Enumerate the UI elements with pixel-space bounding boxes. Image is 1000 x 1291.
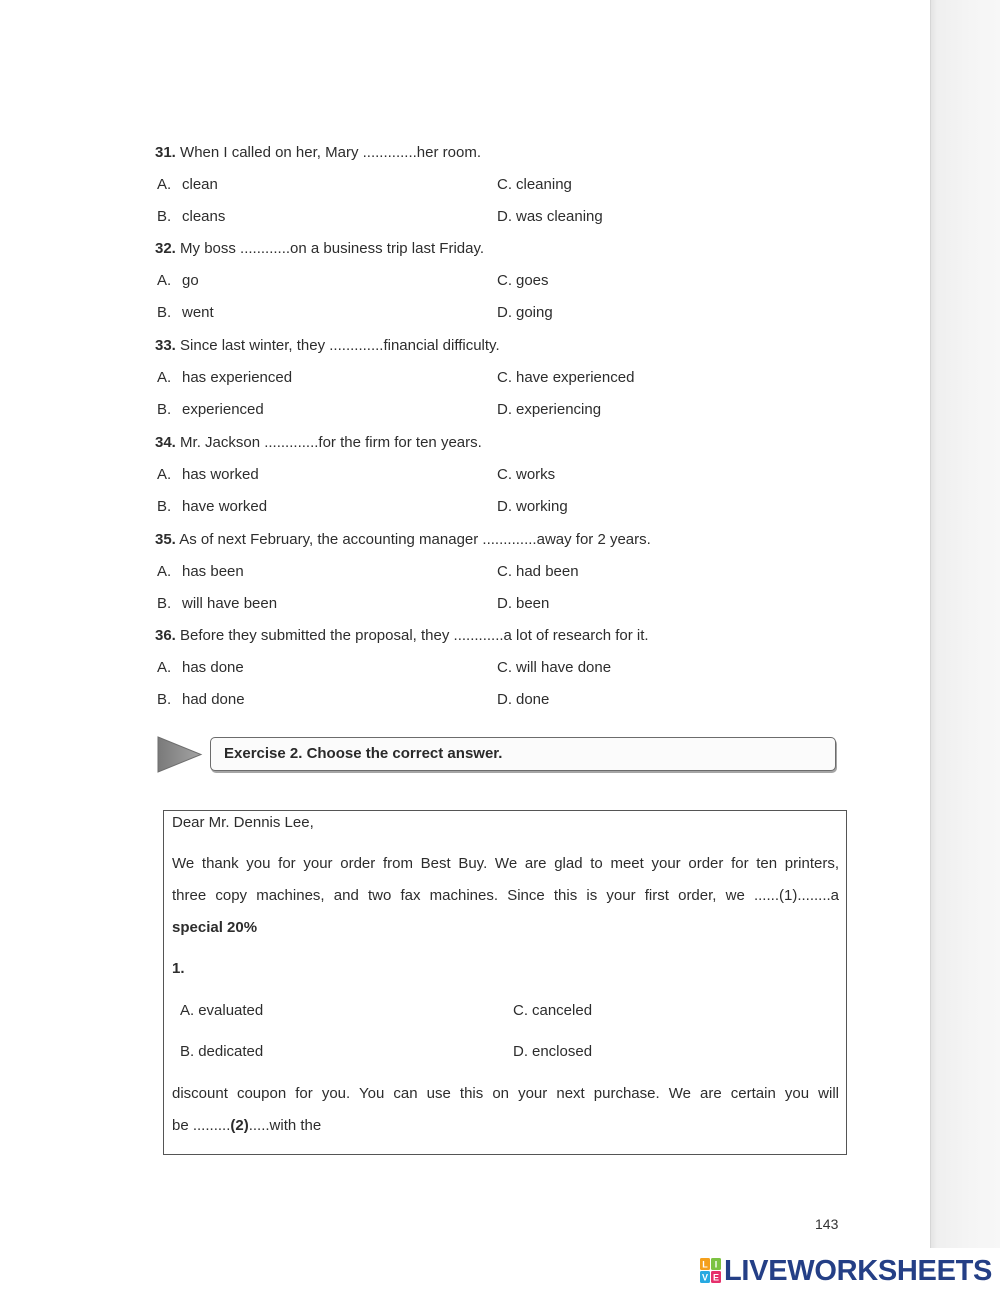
question-text: As of next February, the accounting manager .............away for 2 years.	[179, 531, 651, 548]
option-b	[157, 690, 245, 710]
option-c	[513, 1001, 592, 1021]
option-text: has done	[182, 659, 244, 676]
option-text: evaluated	[198, 1002, 264, 1019]
options-row	[155, 497, 855, 517]
option-a	[157, 562, 244, 582]
question-32	[155, 239, 855, 329]
option-label: D.	[497, 691, 512, 708]
question-text: My boss ............on a business trip last Friday.	[180, 240, 485, 257]
option-label: A.	[157, 272, 172, 289]
option-b	[157, 594, 277, 614]
question-number: 36.	[155, 627, 176, 644]
question-number: 33.	[155, 337, 176, 354]
option-text: go	[182, 272, 199, 289]
option-label: C.	[497, 466, 512, 483]
question-stem	[155, 626, 649, 646]
options-row	[155, 400, 855, 420]
blank-marker: (2)	[230, 1117, 249, 1134]
option-a	[157, 465, 259, 485]
option-label: D.	[497, 401, 512, 418]
question-number: 31.	[155, 144, 176, 161]
option-c	[497, 271, 549, 291]
question-text: When I called on her, Mary .............her room.	[180, 144, 481, 161]
option-a	[180, 1001, 263, 1021]
option-text: works	[516, 466, 556, 483]
option-text: working	[516, 498, 568, 515]
option-a	[157, 175, 218, 195]
option-d	[497, 497, 568, 517]
option-text: experiencing	[516, 401, 602, 418]
option-label: A.	[157, 369, 172, 386]
letter-line: discount coupon for you. You can use this on your next purchase. We are certain you will	[172, 1085, 839, 1102]
option-d	[497, 400, 601, 420]
option-label: A.	[180, 1002, 195, 1019]
options-row	[155, 562, 855, 582]
letter-line: three copy machines, and two fax machines. Since this is your first order, we ......(1)........a	[172, 887, 839, 904]
option-text: have worked	[182, 498, 268, 515]
options-row	[155, 368, 855, 388]
option-text: experienced	[182, 401, 264, 418]
liveworksheets-logo-icon	[700, 1258, 722, 1284]
question-36	[155, 626, 855, 716]
option-label: A.	[157, 466, 172, 483]
option-b	[157, 497, 267, 517]
option-c	[497, 175, 572, 195]
option-text: have experienced	[516, 369, 635, 386]
logo-tile-letter: I	[714, 1259, 718, 1270]
option-text: been	[516, 595, 550, 612]
letter-text: be .........	[172, 1117, 231, 1134]
option-text: done	[516, 691, 550, 708]
option-text: dedicated	[198, 1043, 264, 1060]
option-label: B.	[180, 1043, 195, 1060]
option-label: C.	[513, 1002, 528, 1019]
option-text: was cleaning	[516, 208, 603, 225]
option-label: B.	[157, 498, 172, 515]
option-text: had been	[516, 563, 579, 580]
letter-text: .....with the	[248, 1117, 322, 1134]
options-row	[155, 207, 855, 227]
options-row	[155, 658, 855, 678]
question-33	[155, 336, 855, 426]
option-label: C.	[497, 369, 512, 386]
logo-tile-letter: E	[712, 1272, 720, 1283]
letter-line	[172, 1116, 839, 1136]
question-stem	[155, 530, 651, 550]
option-label: B.	[157, 401, 172, 418]
option-d	[497, 594, 549, 614]
option-b	[157, 400, 264, 420]
exercise-2-header	[210, 737, 836, 771]
letter-box	[163, 810, 847, 1155]
option-text: will have done	[516, 659, 612, 676]
option-text: has experienced	[182, 369, 293, 386]
option-label: D.	[497, 595, 512, 612]
option-label: B.	[157, 595, 172, 612]
logo-tile-letter: V	[701, 1272, 709, 1283]
option-label: D.	[497, 208, 512, 225]
option-text: has worked	[182, 466, 259, 483]
option-text: had done	[182, 691, 245, 708]
letter-line: special 20%	[172, 919, 258, 936]
question-text: Since last winter, they .............financial difficulty.	[180, 337, 500, 354]
option-text: cleaning	[516, 176, 572, 193]
option-label: C.	[497, 563, 512, 580]
page-number: 143	[815, 1216, 839, 1232]
letter-line: We thank you for your order from Best Buy. We are glad to meet your order for ten printers,	[172, 855, 839, 872]
option-d	[497, 207, 603, 227]
options-row	[155, 690, 855, 710]
option-text: canceled	[532, 1002, 593, 1019]
option-c	[497, 562, 579, 582]
option-label: B.	[157, 208, 172, 225]
question-stem	[155, 433, 482, 453]
option-label: A.	[157, 176, 172, 193]
liveworksheets-logo[interactable]	[698, 1255, 996, 1287]
question-stem	[155, 336, 500, 356]
options-row	[155, 594, 855, 614]
option-label: D.	[497, 304, 512, 321]
option-text: will have been	[182, 595, 278, 612]
option-d	[497, 303, 553, 323]
option-label: C.	[497, 176, 512, 193]
question-text: Before they submitted the proposal, they ............a lot of research for it.	[180, 627, 649, 644]
option-text: clean	[182, 176, 218, 193]
option-c	[497, 465, 555, 485]
option-a	[157, 658, 244, 678]
exercise-title: Exercise 2. Choose the correct answer.	[224, 745, 503, 762]
option-label: A.	[157, 659, 172, 676]
question-stem	[155, 143, 481, 163]
liveworksheets-wordmark: LIVEWORKSHEETS	[724, 1255, 993, 1287]
option-text: enclosed	[532, 1043, 593, 1060]
option-label: D.	[513, 1043, 528, 1060]
question-number: 34.	[155, 434, 176, 451]
option-label: C.	[497, 659, 512, 676]
option-d	[497, 690, 549, 710]
option-text: going	[516, 304, 553, 321]
question-text: Mr. Jackson .............for the firm for ten years.	[180, 434, 482, 451]
option-label: B.	[157, 304, 172, 321]
option-label: A.	[157, 563, 172, 580]
option-b	[180, 1042, 263, 1062]
letter-greeting: Dear Mr. Dennis Lee,	[172, 814, 314, 831]
option-text: cleans	[182, 208, 226, 225]
scan-page-edge	[930, 0, 1000, 1248]
option-a	[157, 368, 292, 388]
question-35	[155, 530, 855, 620]
option-a	[157, 271, 199, 291]
option-d	[513, 1042, 592, 1062]
option-text: went	[182, 304, 214, 321]
option-c	[497, 368, 634, 388]
play-arrow-icon	[157, 736, 203, 773]
options-row	[155, 271, 855, 291]
option-text: goes	[516, 272, 549, 289]
logo-tile-letter: L	[702, 1259, 708, 1270]
options-row	[155, 303, 855, 323]
question-34	[155, 433, 855, 523]
option-c	[497, 658, 611, 678]
option-label: B.	[157, 691, 172, 708]
option-label: D.	[497, 498, 512, 515]
option-b	[157, 303, 214, 323]
option-label: C.	[497, 272, 512, 289]
question-number: 32.	[155, 240, 176, 257]
option-b	[157, 207, 225, 227]
options-row	[155, 175, 855, 195]
question-31	[155, 143, 855, 233]
option-text: has been	[182, 563, 244, 580]
question-stem	[155, 239, 484, 259]
item-number: 1.	[172, 960, 185, 977]
question-number: 35.	[155, 531, 176, 548]
options-row	[155, 465, 855, 485]
